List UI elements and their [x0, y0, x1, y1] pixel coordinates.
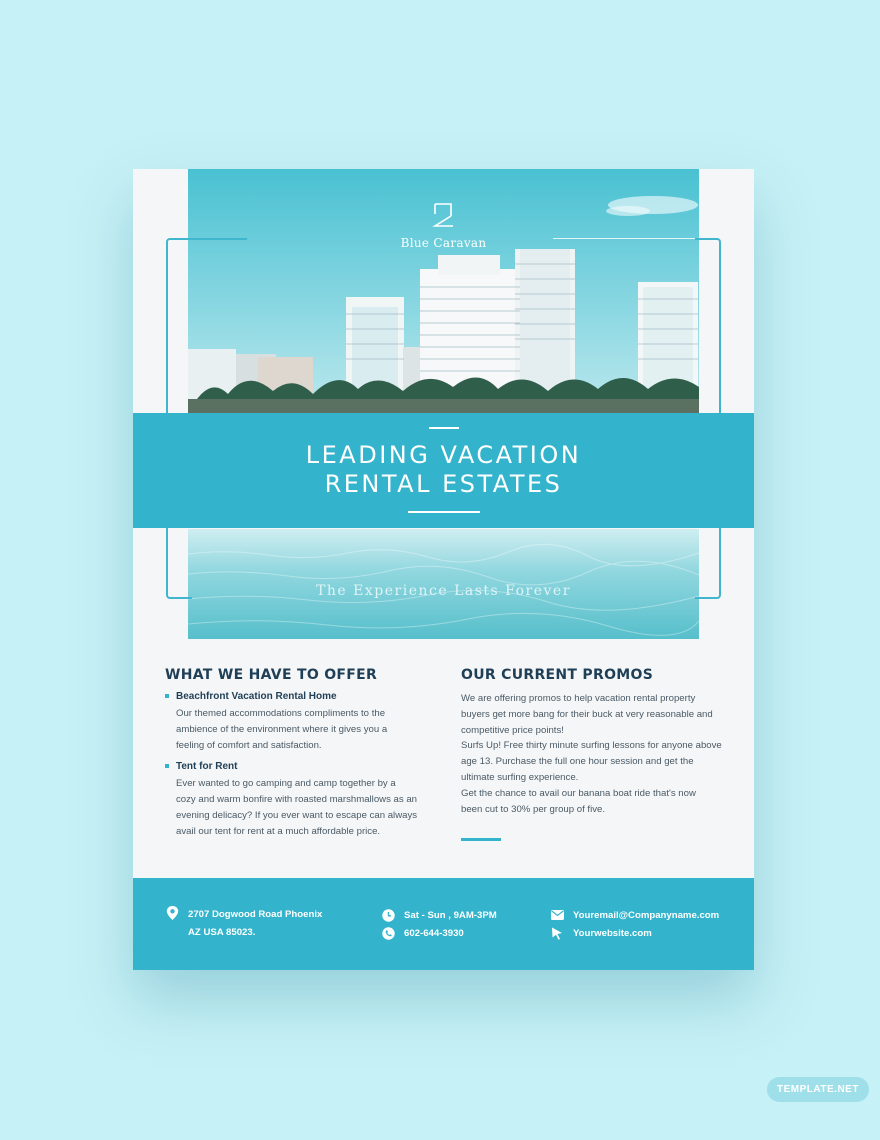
promos-body — [461, 691, 736, 817]
cursor-icon — [550, 926, 564, 940]
address-line-2: AZ USA 85023. — [188, 927, 256, 938]
offer-item-line: Ever wanted to go camping and camp together by a — [176, 778, 396, 789]
footer-address — [165, 906, 322, 942]
brand-logo — [188, 201, 699, 250]
offer-item-line: ambience of the environment where it gives you a — [176, 724, 388, 735]
headline — [133, 441, 754, 499]
phone-icon — [381, 926, 395, 940]
promos-accent-bar — [461, 838, 501, 841]
offer-item-title: Beachfront Vacation Rental Home — [165, 691, 430, 702]
promo-line: Surfs Up! Free thirty minute surfing lessons for anyone above — [461, 740, 722, 752]
offer-item-title: Tent for Rent — [165, 761, 430, 772]
tagline: The Experience Lasts Forever — [316, 583, 571, 599]
footer-online — [550, 906, 719, 942]
banner-bottom-rule — [408, 511, 480, 513]
hero-image — [188, 169, 699, 639]
promo-line: buyers get more bang for their buck at very reasonable and — [461, 708, 713, 720]
flyer — [133, 169, 754, 970]
offer-item-line: feeling of comfort and satisfaction. — [176, 740, 322, 751]
clock-icon — [381, 908, 395, 922]
promo-line: ultimate surfing experience. — [461, 771, 579, 783]
promo-line: Get the chance to avail our banana boat ride that's now — [461, 787, 696, 799]
offer-item-line: evening delicacy? If you ever want to escape can always — [176, 810, 418, 821]
offer-item-line: avail our tent for rent at a much affordable price. — [176, 826, 381, 837]
banner-top-rule — [429, 427, 459, 429]
promo-line: We are offering promos to help vacation rental property — [461, 693, 696, 704]
mail-icon — [550, 908, 564, 922]
promos-column — [461, 667, 736, 817]
headline-line-2: RENTAL ESTATES — [324, 470, 563, 498]
footer-hours-phone — [381, 906, 497, 942]
offer-item-line: cozy and warm bonfire with roasted marshmallows as an — [176, 794, 418, 805]
frame-top-left-rule — [192, 238, 247, 240]
email-address[interactable]: Youremail@Companyname.com — [573, 909, 720, 921]
frame-top-right-rule — [553, 238, 695, 239]
offer-item-body — [165, 776, 430, 840]
headline-line-1: LEADING VACATION — [305, 441, 582, 469]
promos-heading: OUR CURRENT PROMOS — [461, 667, 654, 683]
offer-item-line: Our themed accommodations compliments to the — [176, 708, 386, 719]
watermark-badge: TEMPLATE.NET — [767, 1077, 869, 1102]
business-hours: Sat - Sun , 9AM-3PM — [404, 909, 497, 921]
brand-name: Blue Caravan — [400, 236, 487, 250]
contact-footer — [133, 878, 754, 970]
offer-item-body — [165, 706, 430, 754]
location-pin-icon — [165, 906, 179, 920]
offer-column — [165, 667, 430, 847]
promo-line: competitive price points! — [461, 724, 564, 736]
brand-logo-icon — [429, 201, 459, 229]
offer-heading: WHAT WE HAVE TO OFFER — [165, 667, 378, 683]
promo-line: been cut to 30% per group of five. — [461, 803, 605, 815]
phone-number[interactable]: 602-644-3930 — [404, 927, 464, 939]
headline-banner — [133, 413, 754, 528]
promo-line: age 13. Purchase the full one hour session and get the — [461, 756, 694, 768]
address-line-1: 2707 Dogwood Road Phoenix — [188, 909, 323, 920]
website-url[interactable]: Yourwebsite.com — [573, 927, 652, 939]
